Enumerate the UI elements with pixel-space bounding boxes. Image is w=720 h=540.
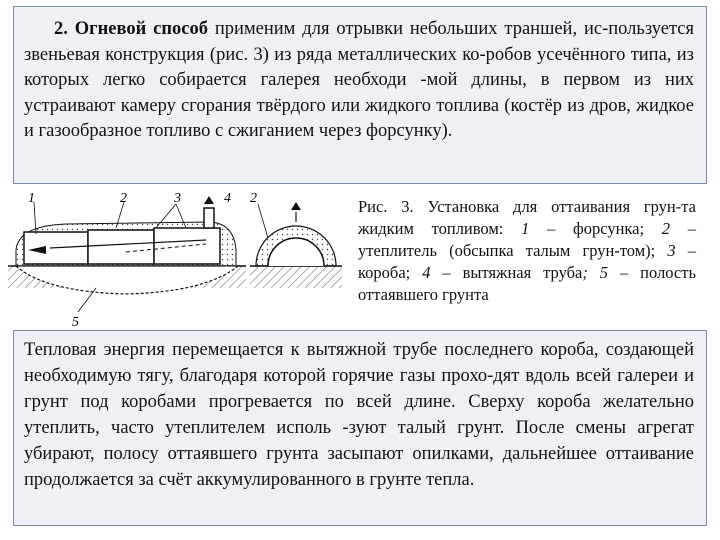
section-arrow (291, 202, 301, 210)
intro-body: применим для отрывки небольших траншей, ис-пользуется звеньевая конструкция (рис. 3) из ряда металлических ко-робов усечённого типа, из которых легко собирается галерея необходи -мой длины, в первом из них устраивают камеру сгорания твёрдого или жидкого топлива (костёр из дров, жидкое и газообразное топливо с сжиганием через форсунку). (24, 19, 694, 141)
caption-t3: – короба; (358, 241, 697, 282)
caption-n3: 3 (667, 241, 676, 260)
caption-n5: 5 (599, 263, 609, 282)
label-1: 1 (28, 191, 35, 206)
section-leader-2 (258, 204, 268, 238)
caption-n4: 4 (422, 263, 431, 282)
exhaust-arrow (204, 196, 214, 204)
label-3: 3 (174, 191, 181, 206)
label-2-section: 2 (250, 191, 257, 206)
thawed-cavity (16, 266, 238, 294)
exhaust-pipe (204, 208, 214, 228)
figure-svg (6, 188, 344, 330)
figure-drawing (6, 188, 344, 330)
caption-t1: – форсунка; (529, 219, 662, 238)
box-3 (154, 228, 220, 264)
body-paragraph: Тепловая энергия перемещается к вытяжной трубе последнего короба, создающей необходимую тягу, благодаря которой горячие газы прохо-дят вдоль всей галереи и грунт под коробами прогревается по всей длине. Сверху короба желательно утеплить, часто утеплителем исполь -зуют талый грунт. После смены агрегат убирают, полосу оттаявшего грунта засыпают опилками, дальнейшее оттаивание продолжается за счёт аккумулированного в грунте тепла. (24, 340, 694, 490)
intro-heading: 2. Огневой способ (54, 19, 208, 39)
figure-caption (358, 196, 696, 306)
intro-paragraph (24, 17, 694, 145)
caption-t5: – полость оттаявшего грунта (358, 263, 696, 304)
caption-n1: 1 (521, 219, 530, 238)
box-2 (88, 230, 154, 264)
caption-n2: 2 (661, 219, 671, 238)
caption-title: Рис. 3. Установка для оттаивания грун-та жидким топливом: (358, 197, 696, 238)
caption-t4b: ; (582, 263, 600, 282)
section-ground-hatch (250, 266, 342, 288)
body-text-box (13, 330, 707, 526)
label-2: 2 (120, 191, 127, 206)
intro-text-box (13, 6, 707, 184)
caption-t4: – вытяжная труба (430, 263, 583, 282)
label-4: 4 (224, 191, 231, 206)
label-5: 5 (72, 315, 79, 330)
caption-t2: – утеплитель (обсыпка талым грун-том); (358, 219, 696, 260)
